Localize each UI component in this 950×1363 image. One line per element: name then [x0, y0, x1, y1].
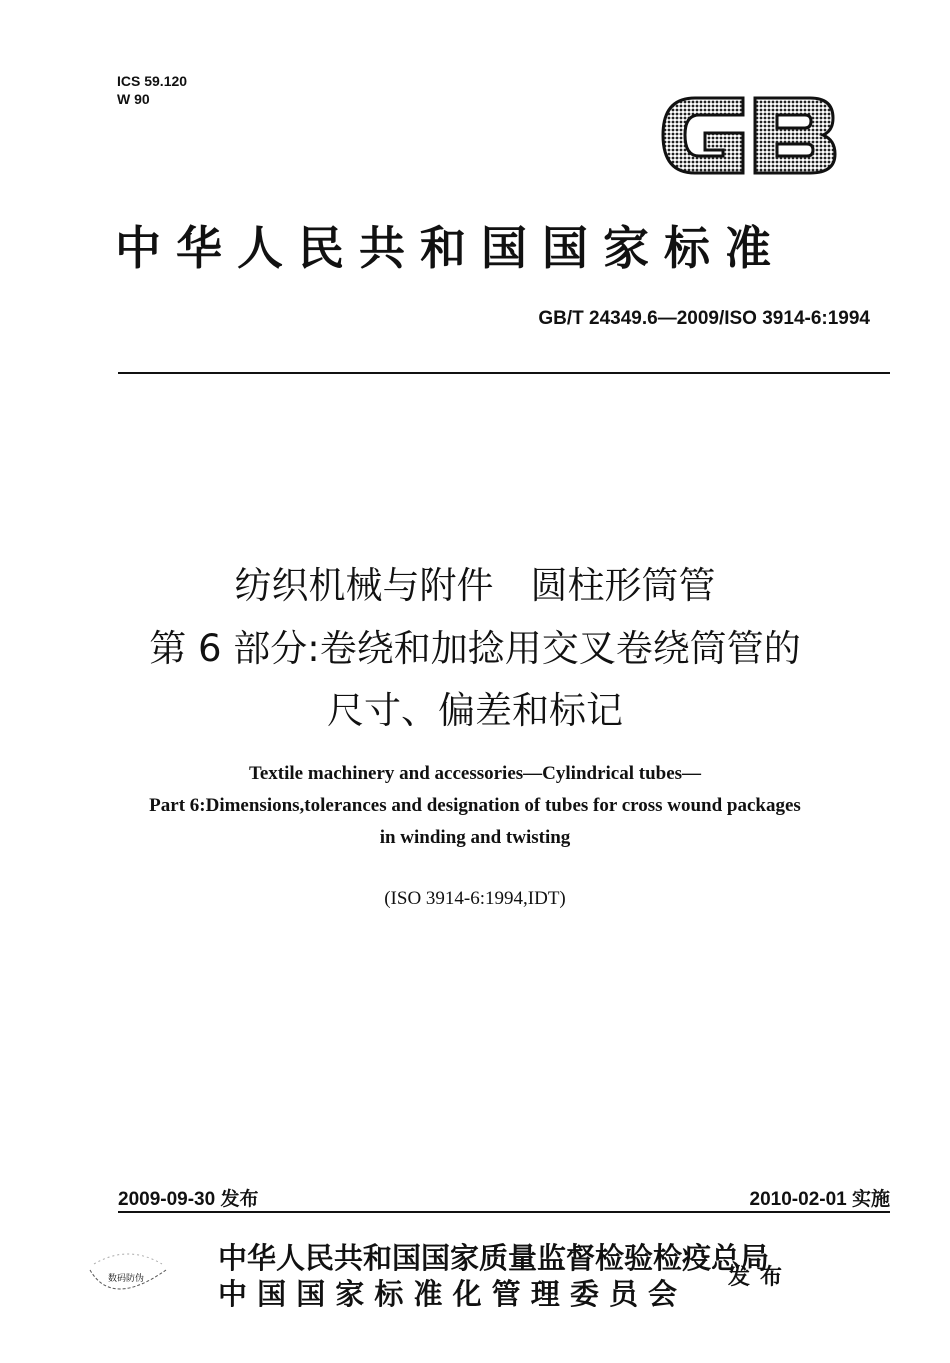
national-standard-title: 中华人民共和国国家标准	[115, 221, 786, 275]
publish-label: 发布	[728, 1264, 793, 1290]
standard-code: GB/T 24349.6—2009/ISO 3914-6:1994	[538, 308, 870, 329]
title-cn-line1: 纺织机械与附件 圆柱形筒管	[234, 564, 716, 607]
title-en-line2: Part 6:Dimensions,tolerances and designation of tubes for cross wound packages	[149, 795, 801, 816]
implementation-date: 2010-02-01 实施	[749, 1189, 890, 1210]
footer-divider	[118, 1211, 890, 1213]
iso-reference: (ISO 3914-6:1994,IDT)	[384, 888, 566, 909]
issue-date: 2009-09-30 发布	[118, 1189, 259, 1210]
title-en-line1: Textile machinery and accessories—Cylindrical tubes—	[248, 763, 702, 784]
gb-logo	[655, 88, 840, 183]
issuer-sac: 中 国 国 家 标 准 化 管 理 委 员 会	[218, 1277, 678, 1311]
title-cn-line2: 第 6 部分:卷绕和加捻用交叉卷绕筒管的	[149, 627, 801, 670]
classification-codes	[117, 72, 187, 108]
stamp-label: 数码防伪	[108, 1274, 145, 1284]
ics-code: ICS 59.120	[117, 73, 188, 89]
issuer-aqsiq: 中华人民共和国国家质量监督检验检疫总局	[218, 1241, 770, 1275]
gb-logo-text: GB	[655, 88, 657, 89]
title-cn-line3: 尺寸、偏差和标记	[327, 689, 623, 732]
ccs-code: W 90	[117, 91, 150, 107]
header-divider	[118, 372, 890, 374]
title-en-line3: in winding and twisting	[379, 827, 571, 848]
